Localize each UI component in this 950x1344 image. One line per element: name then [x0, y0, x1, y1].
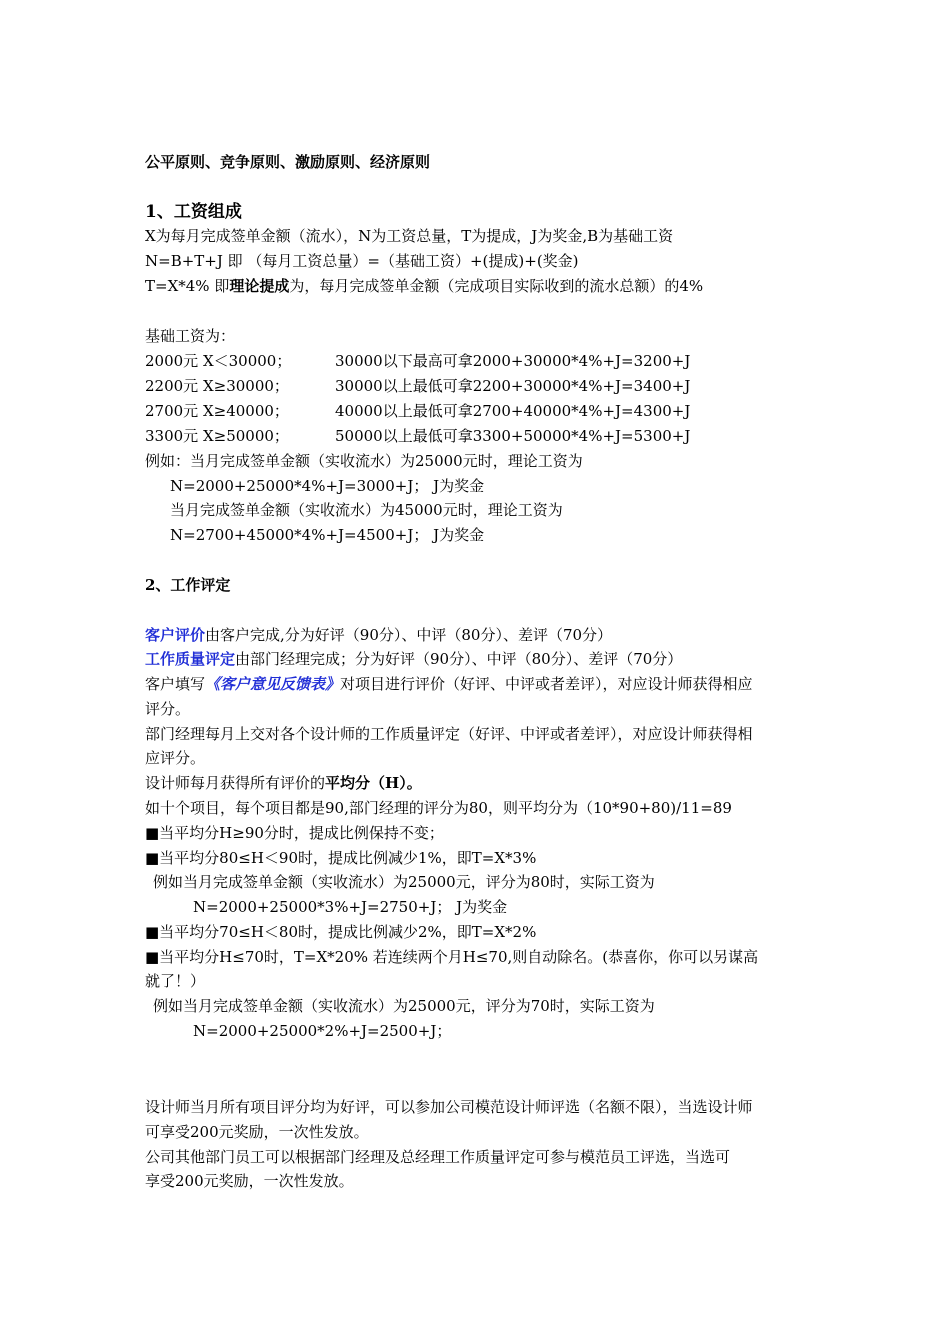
staff-award-line: 公司其他部门员工可以根据部门经理及总经理工作质量评定可参与模范员工评选，当选可 [145, 1148, 731, 1166]
tier-condition: 2700元 X≥40000； [145, 402, 289, 420]
average-score-prefix: 设计师每月获得所有评价的 [145, 774, 326, 792]
rule-4-formula: N=2000+25000*2%+J=2500+J； [193, 1022, 452, 1040]
average-score-term: 平均分（H）。 [325, 774, 422, 792]
quality-eval-text: 由部门经理完成；分为好评（90分）、中评（80分）、差评（70分） [235, 650, 683, 668]
commission-line [145, 275, 810, 297]
quality-eval-label: 工作质量评定 [145, 650, 236, 668]
tier-row [145, 425, 810, 447]
tier-condition: 2000元 X＜30000； [145, 352, 292, 370]
section-2-heading: 2、工作评定 [145, 576, 231, 594]
rule-2: ■当平均分80≤H＜90时，提成比例减少1%，即T=X*3% [145, 849, 537, 867]
section-1-heading: 1、工资组成 [145, 202, 242, 222]
designer-award-line: 设计师当月所有项目评分均为好评，可以参加公司模范设计师评选（名额不限），当选设计师 [145, 1098, 753, 1116]
tier-description: 40000以上最低可拿2700+40000*4%+J=4300+J [335, 402, 691, 420]
customer-eval-line [145, 624, 810, 646]
feedback-form-line-2: 评分。 [145, 700, 191, 718]
customer-eval-text: 由客户完成,分为好评（90分）、中评（80分）、差评（70分） [205, 626, 613, 644]
base-salary-title: 基础工资为： [145, 327, 236, 345]
variable-definitions: X为每月完成签单金额（流水），N为工资总量，T为提成，J为奖金,B为基础工资 [145, 227, 674, 245]
salary-formula: N=B+T+J 即 （每月工资总量）=（基础工资）+(提成)+(奖金) [145, 252, 579, 270]
tier-condition: 2200元 X≥30000； [145, 377, 289, 395]
feedback-form-prefix: 客户填写 [145, 675, 206, 693]
staff-award-line-2: 享受200元奖励，一次性发放。 [145, 1172, 354, 1190]
example-1-formula: N=2000+25000*4%+J=3000+J； J为奖金 [170, 477, 485, 495]
rule-1: ■当平均分H≥90分时，提成比例保持不变； [145, 824, 444, 842]
rule-3: ■当平均分70≤H＜80时，提成比例减少2%，即T=X*2% [145, 923, 537, 941]
feedback-form-suffix: 对项目进行评价（好评、中评或者差评），对应设计师获得相应 [340, 675, 753, 693]
quality-eval-line [145, 648, 810, 670]
tier-row [145, 375, 810, 397]
average-score-example: 如十个项目，每个项目都是90,部门经理的评分为80，则平均分为（10*90+80)/11=89 [145, 799, 732, 817]
tier-description: 30000以上最低可拿2200+30000*4%+J=3400+J [335, 377, 691, 395]
tier-description: 50000以上最低可拿3300+50000*4%+J=5300+J [335, 427, 691, 445]
commission-suffix: 为，每月完成签单金额（完成项目实际收到的流水总额）的4% [289, 277, 704, 295]
rule-4-line-2: 就了！） [145, 972, 206, 990]
rule-4-example: 例如当月完成签单金额（实收流水）为25000元，评分为70时，实际工资为 [153, 997, 655, 1015]
example-2: 当月完成签单金额（实收流水）为45000元时，理论工资为 [170, 501, 563, 519]
manager-eval-line-2: 应评分。 [145, 749, 206, 767]
rule-4: ■当平均分H≤70时，T=X*20% 若连续两个月H≤70,则自动除名。(恭喜你，你可以另谋高 [145, 948, 759, 966]
feedback-form-line [145, 673, 810, 695]
tier-row [145, 400, 810, 422]
tier-row [145, 350, 810, 372]
example-1: 例如：当月完成签单金额（实收流水）为25000元时，理论工资为 [145, 452, 583, 470]
rule-2-formula: N=2000+25000*3%+J=2750+J； J为奖金 [193, 898, 508, 916]
feedback-form-name: 《客户意见反馈表》 [205, 675, 341, 693]
designer-award-line-2: 可享受200元奖励，一次性发放。 [145, 1123, 369, 1141]
principles-heading: 公平原则、竞争原则、激励原则、经济原则 [145, 153, 431, 171]
commission-prefix: T=X*4% 即 [145, 277, 230, 295]
rule-2-example: 例如当月完成签单金额（实收流水）为25000元，评分为80时，实际工资为 [153, 873, 655, 891]
tier-condition: 3300元 X≥50000； [145, 427, 289, 445]
manager-eval-line: 部门经理每月上交对各个设计师的工作质量评定（好评、中评或者差评），对应设计师获得相 [145, 725, 753, 743]
customer-eval-label: 客户评价 [145, 626, 206, 644]
example-2-formula: N=2700+45000*4%+J=4500+J； J为奖金 [170, 526, 485, 544]
commission-bold-term: 理论提成 [229, 277, 290, 295]
tier-description: 30000以下最高可拿2000+30000*4%+J=3200+J [335, 352, 691, 370]
average-score-line [145, 772, 810, 794]
